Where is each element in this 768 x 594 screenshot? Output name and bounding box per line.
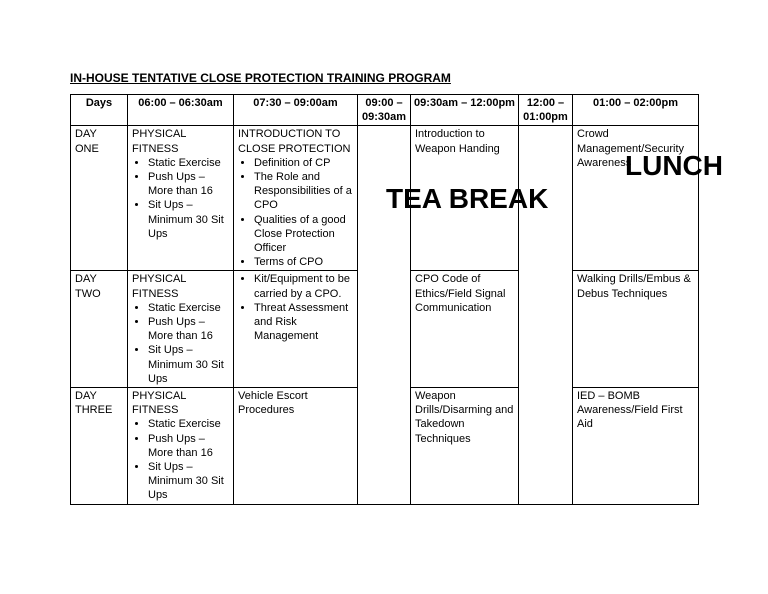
list-item: • Sit Ups – Minimum 30 Sit Ups — [148, 343, 229, 386]
list-item: • Threat Assessment and Risk Management — [254, 301, 353, 344]
lunch-label: LUNCH — [625, 150, 723, 181]
header-slot-3: 09:00 – 09:30am — [358, 95, 411, 126]
day-cell: DAY THREE — [71, 388, 128, 505]
header-row — [71, 95, 699, 126]
header-slot-2: 07:30 – 09:00am — [234, 95, 358, 126]
header-slot-4: 09:30am – 12:00pm — [411, 95, 519, 126]
day-cell: DAY ONE — [71, 126, 128, 271]
session-topics — [238, 272, 353, 343]
fitness-cell — [128, 388, 234, 505]
list-item: • Qualities of a good Close Protection Officer — [254, 213, 353, 256]
morning-session-cell: Vehicle Escort Procedures — [234, 388, 358, 505]
day-cell: DAY TWO — [71, 271, 128, 388]
midday-session-cell: Introduction to Weapon Handing — [411, 126, 519, 271]
fitness-list — [132, 301, 229, 386]
list-item: • Sit Ups – Minimum 30 Sit Ups — [148, 198, 229, 241]
afternoon-session-cell: Crowd Management/Security Awareness — [573, 126, 699, 271]
list-item: • Sit Ups – Minimum 30 Sit Ups — [148, 460, 229, 503]
session-topics — [238, 156, 353, 270]
list-item: • Push Ups – More than 16 — [148, 432, 229, 460]
fitness-list — [132, 417, 229, 502]
fitness-title: PHYSICAL FITNESS — [132, 390, 187, 417]
tea-break-label: TEA BREAK — [386, 183, 549, 214]
header-slot-1: 06:00 – 06:30am — [128, 95, 234, 126]
list-item: • Push Ups – More than 16 — [148, 315, 229, 343]
afternoon-session-cell: Walking Drills/Embus & Debus Techniques — [573, 271, 699, 388]
fitness-title: PHYSICAL FITNESS — [132, 128, 187, 155]
list-item: • Push Ups – More than 16 — [148, 170, 229, 198]
fitness-title: PHYSICAL FITNESS — [132, 273, 187, 300]
table-row — [71, 126, 699, 271]
list-item: • Static Exercise — [148, 156, 229, 170]
header-slot-6: 01:00 – 02:00pm — [573, 95, 699, 126]
list-item: • Kit/Equipment to be carried by a CPO. — [254, 272, 353, 300]
header-slot-5: 12:00 – 01:00pm — [519, 95, 573, 126]
morning-session-cell — [234, 126, 358, 271]
session-title: INTRODUCTION TO CLOSE PROTECTION — [238, 128, 351, 155]
fitness-cell — [128, 126, 234, 271]
document-title: IN-HOUSE TENTATIVE CLOSE PROTECTION TRAINING PROGRAM — [70, 71, 451, 85]
list-item: • Static Exercise — [148, 301, 229, 315]
list-item: • Static Exercise — [148, 417, 229, 431]
midday-session-cell: CPO Code of Ethics/Field Signal Communication — [411, 271, 519, 388]
list-item: • Definition of CP — [254, 156, 353, 170]
fitness-list — [132, 156, 229, 241]
list-item: • Terms of CPO — [254, 255, 353, 269]
fitness-cell — [128, 271, 234, 388]
training-schedule-table — [70, 94, 699, 505]
header-days: Days — [71, 95, 128, 126]
afternoon-session-cell: IED – BOMB Awareness/Field First Aid — [573, 388, 699, 505]
morning-session-cell — [234, 271, 358, 388]
list-item: • The Role and Responsibilities of a CPO — [254, 170, 353, 213]
midday-session-cell: Weapon Drills/Disarming and Takedown Techniques — [411, 388, 519, 505]
